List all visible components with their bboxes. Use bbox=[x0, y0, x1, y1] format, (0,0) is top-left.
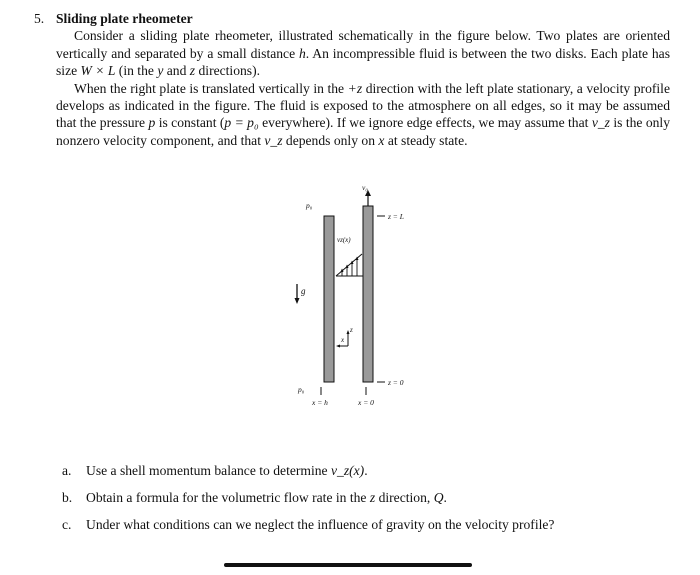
question-text bbox=[86, 462, 368, 479]
vz-label: vz(x) bbox=[337, 236, 351, 244]
math-symbol: W × L bbox=[80, 63, 116, 79]
text-run: Consider a sliding plate rheometer, illustrated schematically in the figure below. Two plates are oriented vertically and separated by a small distance bbox=[56, 28, 670, 61]
text-run: When the right plate is translated vertically in the bbox=[74, 80, 348, 96]
math-symbol: z bbox=[369, 490, 376, 505]
home-indicator bbox=[224, 563, 472, 567]
math-symbol: x bbox=[378, 132, 385, 148]
text-run: . bbox=[364, 463, 368, 478]
gravity-label: g bbox=[301, 286, 306, 296]
z-0-label: z = 0 bbox=[388, 378, 404, 387]
math-symbol: v_z(x) bbox=[331, 463, 365, 478]
z-L-label: z = L bbox=[388, 212, 404, 221]
z-axis-label: z bbox=[350, 326, 353, 334]
profile-arrows bbox=[342, 259, 357, 276]
question-text bbox=[86, 516, 554, 533]
text-run: at steady state. bbox=[384, 132, 468, 148]
math-symbol: y bbox=[157, 63, 164, 79]
profile-curve bbox=[336, 254, 362, 276]
x-axis-label: x bbox=[341, 336, 345, 344]
text-run: . bbox=[443, 490, 447, 505]
question-text bbox=[86, 489, 447, 506]
text-run: everywhere). If we ignore edge effects, we may assume that bbox=[258, 115, 592, 131]
text-run: and bbox=[163, 63, 190, 79]
question-c bbox=[62, 516, 662, 533]
math-symbol: h bbox=[298, 45, 306, 61]
x-h-label: x = h bbox=[312, 398, 328, 407]
problem-paragraph-2 bbox=[56, 80, 670, 150]
math-symbol: v_z bbox=[591, 115, 610, 131]
p0-top-label: p₀ bbox=[306, 201, 313, 210]
problem-number: 5. bbox=[34, 11, 45, 26]
math-symbol: p bbox=[148, 115, 156, 131]
text-run: Obtain a formula for the volumetric flow rate in the bbox=[86, 490, 370, 505]
text-run: directions). bbox=[195, 63, 261, 79]
text-run: (in the bbox=[115, 63, 158, 79]
problem-title: Sliding plate rheometer bbox=[56, 11, 193, 26]
math-symbol: v_z bbox=[264, 132, 283, 148]
math-symbol: Q bbox=[433, 490, 444, 505]
math-symbol: +z bbox=[347, 80, 363, 96]
text-run: direction, bbox=[375, 490, 434, 505]
question-label: c. bbox=[62, 517, 72, 532]
question-list bbox=[62, 462, 662, 543]
math-symbol: z bbox=[189, 63, 196, 79]
question-label: a. bbox=[62, 463, 72, 478]
question-label: b. bbox=[62, 490, 73, 505]
problem-heading bbox=[34, 10, 670, 27]
question-a bbox=[62, 462, 662, 479]
v0-label: v₀ bbox=[362, 183, 368, 192]
problem-paragraph-1 bbox=[56, 27, 670, 79]
math-symbol: p = p₀ bbox=[224, 115, 259, 131]
text-run: depends only on bbox=[282, 132, 379, 148]
text-run: Under what conditions can we neglect the influence of gravity on the velocity profile? bbox=[86, 517, 555, 532]
right-plate bbox=[363, 206, 373, 382]
x-0-label: x = 0 bbox=[358, 398, 374, 407]
question-b bbox=[62, 489, 662, 506]
x-axis-head bbox=[336, 345, 340, 348]
left-plate bbox=[324, 216, 334, 382]
text-run: . An incompressible fluid is between the two disks. Each plate has size bbox=[56, 45, 670, 79]
problem-5 bbox=[34, 10, 670, 149]
gravity-arrowhead bbox=[295, 298, 300, 304]
text-run: is constant ( bbox=[155, 115, 225, 131]
text-run: is the only nonzero velocity component, and that bbox=[56, 115, 670, 148]
rheometer-figure bbox=[280, 180, 420, 416]
text-run: Use a shell momentum balance to determine bbox=[86, 463, 331, 478]
p0-bottom-label: p₀ bbox=[298, 385, 305, 394]
text-run: direction with the left plate stationary, a velocity profile develops as indicated in the figure. The fluid is exposed to the atmosphere on all edges, so it may be assumed that the pressure bbox=[56, 80, 670, 131]
